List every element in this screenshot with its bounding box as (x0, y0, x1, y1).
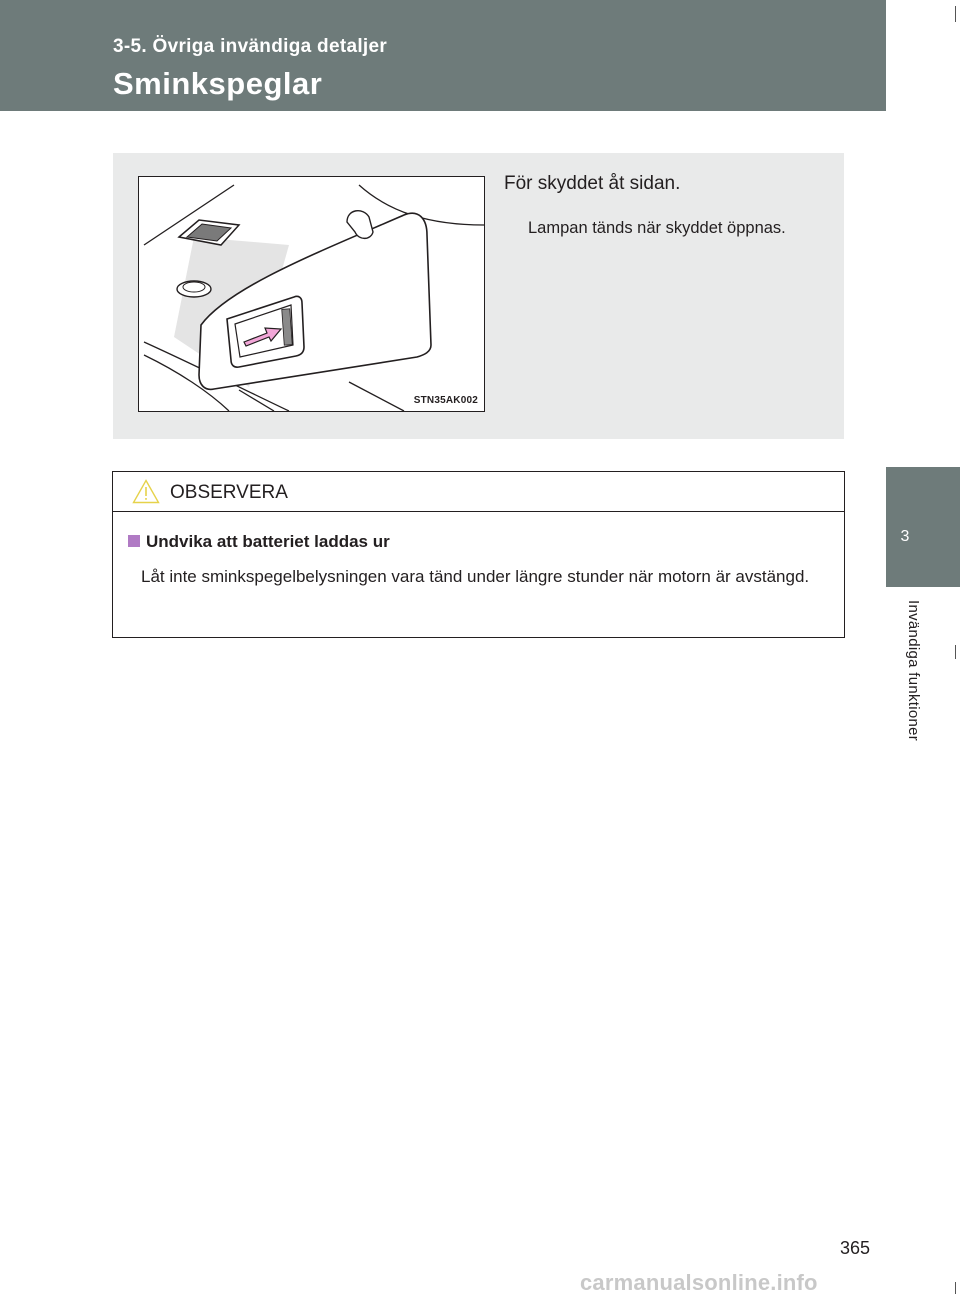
crop-mark (955, 1282, 956, 1294)
crop-mark (955, 6, 956, 22)
page-number: 365 (840, 1238, 871, 1258)
sun-visor-illustration (138, 176, 485, 412)
section-title: 3-5. Övriga invändiga detaljer (113, 36, 388, 57)
figure-code: STN35AK002 (413, 395, 478, 406)
watermark: carmanualsonline.info (580, 1270, 818, 1295)
caution-label: OBSERVERA (170, 482, 288, 503)
sun-visor-vanity-mirror-icon (139, 177, 484, 411)
caution-heading (128, 532, 390, 552)
caution-header (113, 472, 844, 512)
instruction-panel (113, 153, 844, 439)
instruction-step: För skyddet åt sidan. (504, 173, 681, 194)
page-title: Sminkspeglar (113, 66, 323, 101)
chapter-number: 3 (900, 528, 910, 545)
caution-box (112, 471, 845, 638)
crop-mark (955, 645, 956, 659)
warning-triangle-icon (132, 479, 160, 504)
caution-heading-text: Undvika att batteriet laddas ur (146, 532, 390, 551)
instruction-note: Lampan tänds när skyddet öppnas. (528, 219, 786, 237)
bullet-square-icon (128, 535, 140, 547)
page-header (0, 0, 960, 111)
chapter-name: Invändiga funktioner (905, 600, 922, 742)
caution-body: Låt inte sminkspegelbelysningen vara tänd under längre stunder när motorn är avstängd. (141, 567, 810, 586)
chapter-tab (886, 467, 960, 587)
side-tab-blank (886, 0, 960, 468)
